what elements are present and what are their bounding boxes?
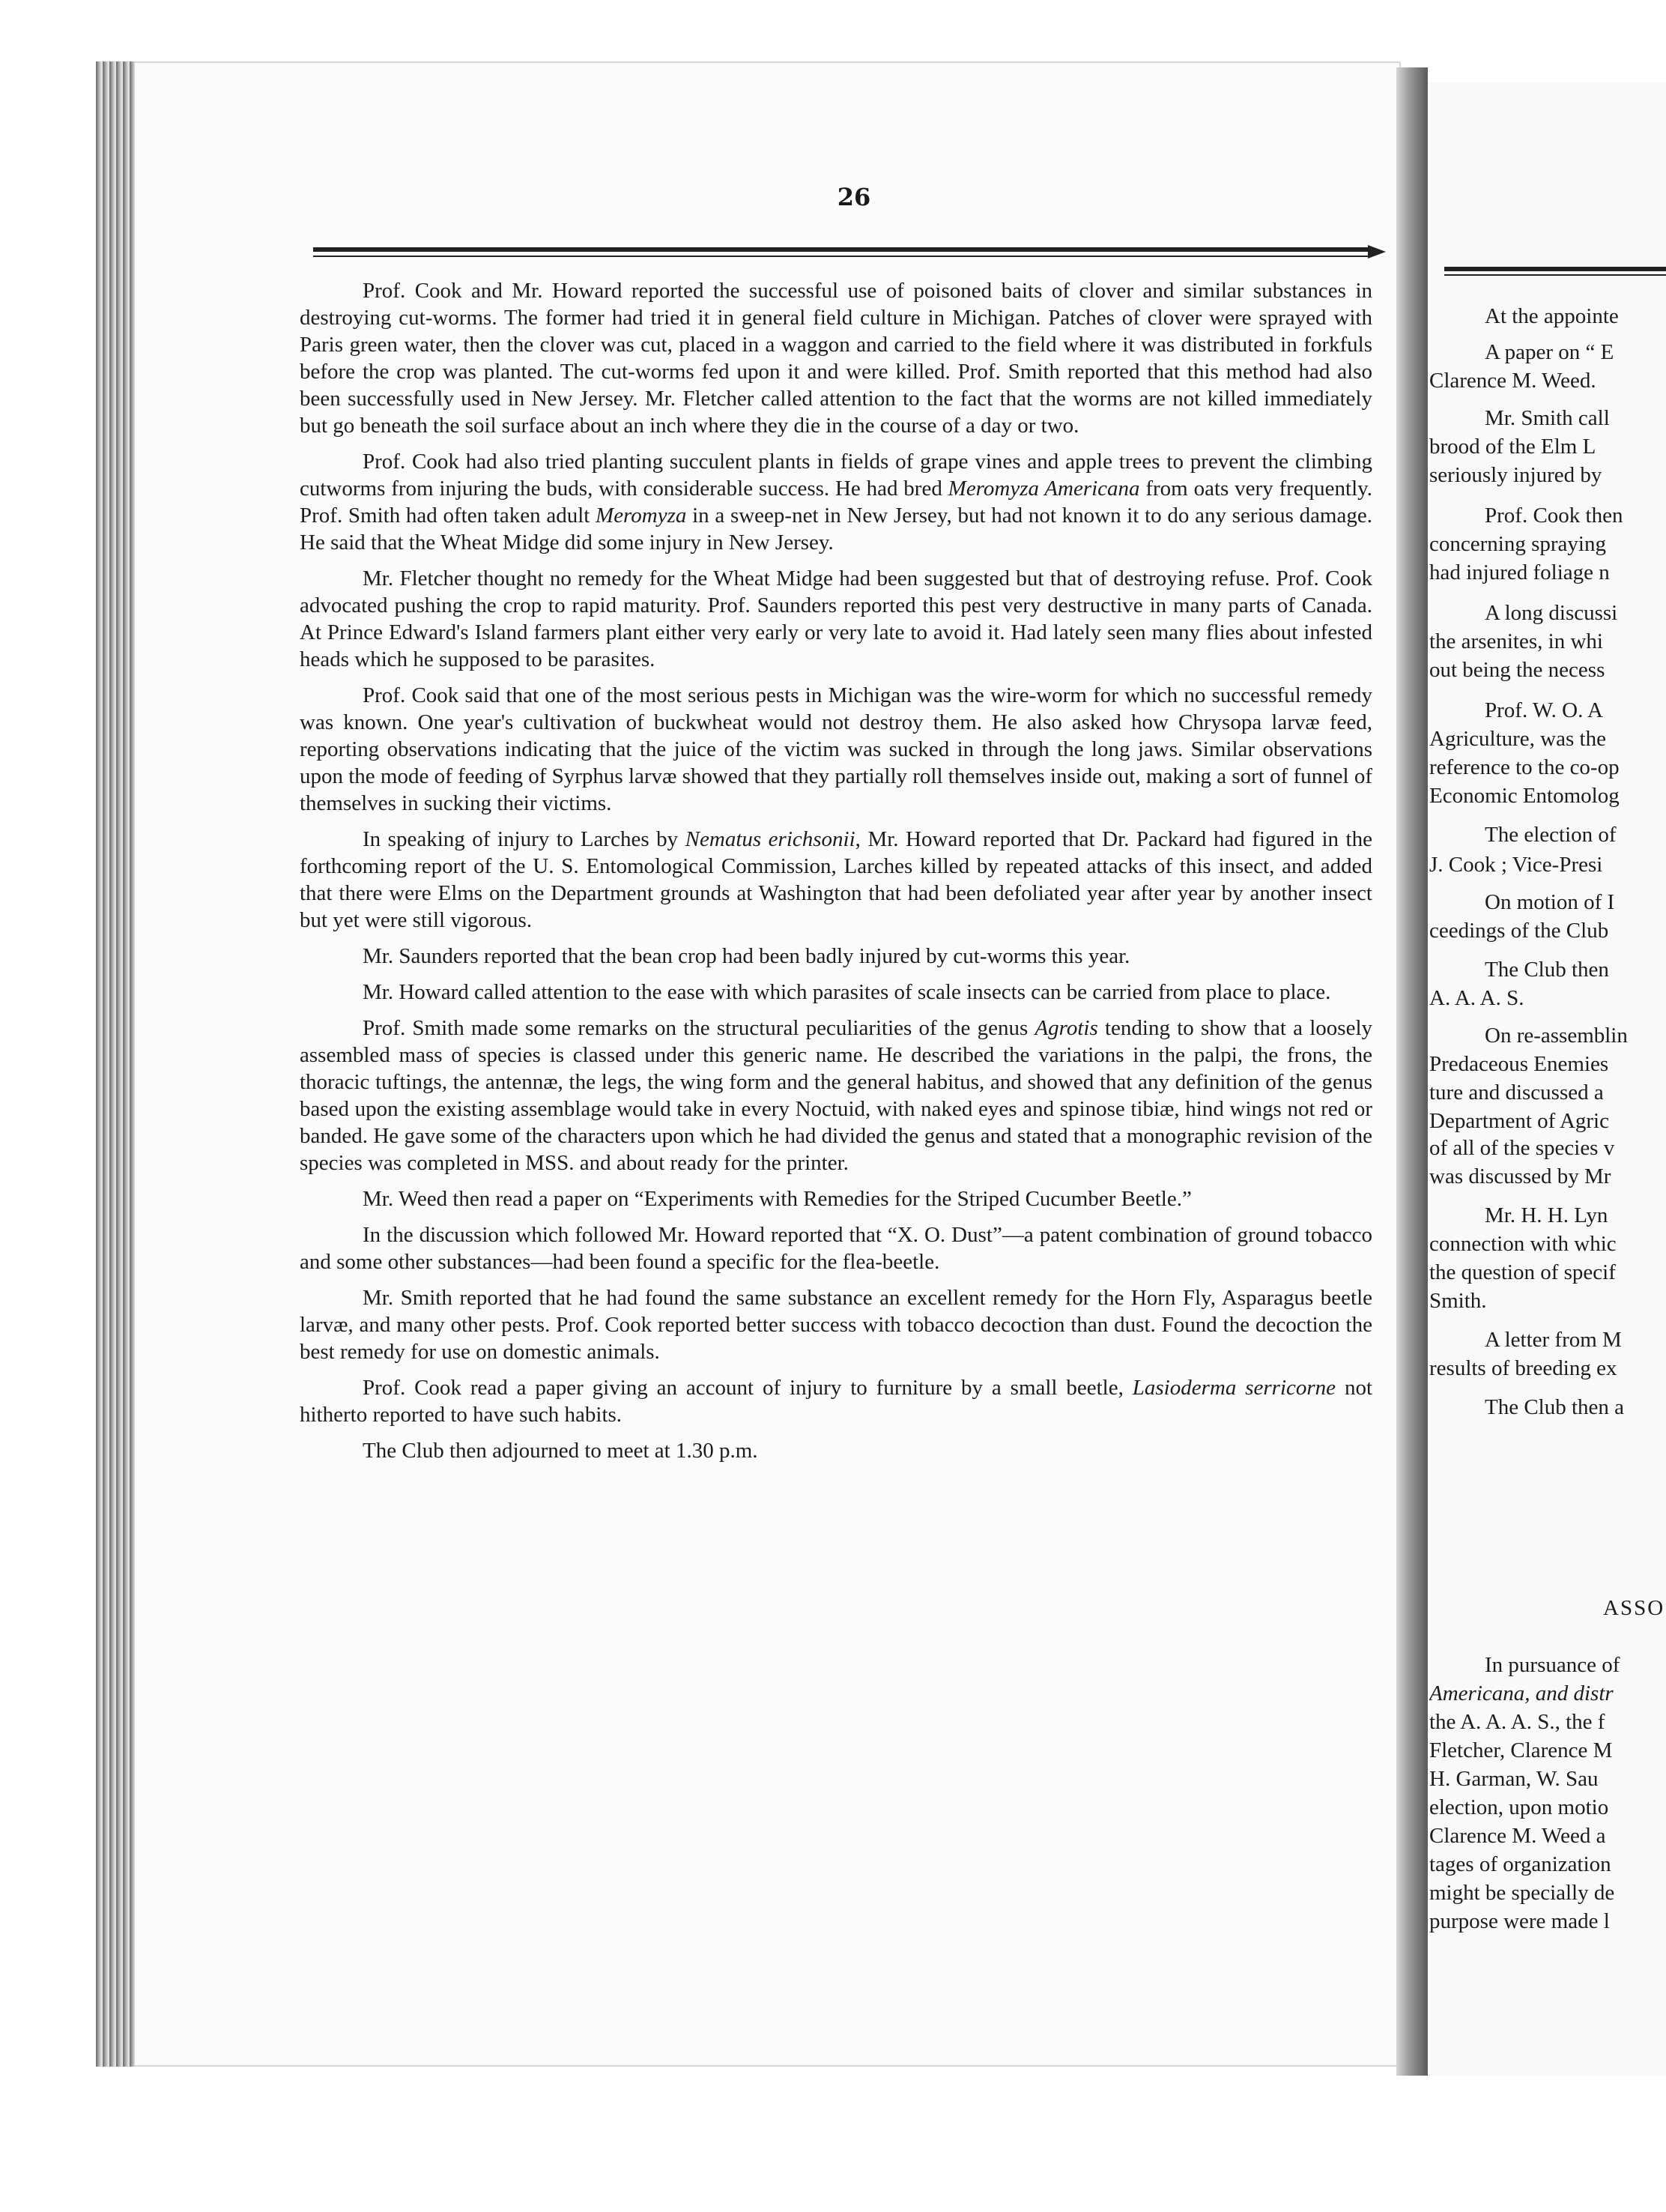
right-line: Americana, and distr	[1429, 1681, 1614, 1705]
right-line: Department of Agric	[1429, 1109, 1609, 1133]
header-rule-thin	[313, 256, 1371, 257]
paragraph: Prof. Cook and Mr. Howard reported the successful use of poisoned baits of clover and similar substances in destroying cut-worms. The former had tried it in general field culture in Michigan. Patches of clover were sprayed with Paris green water, then the clover was cut, placed in a waggon and carried to the field where it was distributed in forkfuls before the crop was planted. The cut-worms fed upon it and were killed. Prof. Smith reported that this method had also been successfully used in New Jersey. Mr. Fletcher called attention to the fact that the worms are not killed immediately but go beneath the soil surface about an inch where they die in the course of a day or two.	[300, 279, 1372, 438]
right-line: The Club then	[1485, 958, 1609, 982]
paragraph: The Club then adjourned to meet at 1.30 p.m.	[363, 1439, 758, 1463]
right-line: Agriculture, was the	[1429, 727, 1606, 751]
right-line: Predaceous Enemies	[1429, 1052, 1609, 1076]
header-rule-thick	[313, 247, 1371, 252]
right-line: A letter from M	[1485, 1328, 1622, 1352]
paragraph: Prof. Smith made some remarks on the structural peculiarities of the genus Agrotis tending to show that a loosely assembled mass of species is classed under this generic name. He described the variations in the palpi, the frons, the thoracic tuftings, the antennæ, the legs, the wing form and the general habitus, and showed that any definition of the genus based upon the existing assemblage would take in every Noctuid, with naked eyes and spinose tibiæ, hind wings not red or banded. He gave some of the characters upon which he had divided the genus and stated that a monographic revision of the species was completed in MSS. and about ready for the printer.	[300, 1016, 1372, 1175]
right-line: In pursuance of	[1485, 1653, 1620, 1677]
right-line: tages of organization	[1429, 1852, 1611, 1876]
paragraph: In the discussion which followed Mr. Howard reported that “X. O. Dust”—a patent combination of ground tobacco and some other substances—had been found a specific for the flea-beetle.	[300, 1223, 1372, 1274]
right-line: connection with whic	[1429, 1232, 1617, 1256]
right-line: Fletcher, Clarence M	[1429, 1738, 1613, 1762]
right-line: Mr. H. H. Lyn	[1485, 1203, 1608, 1227]
right-line: seriously injured by	[1429, 463, 1602, 487]
right-line: The Club then a	[1485, 1395, 1625, 1419]
right-line: Economic Entomolog	[1429, 784, 1620, 808]
paragraph: Mr. Smith reported that he had found the same substance an excellent remedy for the Horn Fly, Asparagus beetle larvæ, and many other pests. Prof. Cook reported better success with tobacco decoction than dust. Found the decoction the best remedy for use on domestic animals.	[300, 1286, 1372, 1364]
right-line: concerning spraying	[1429, 532, 1606, 556]
right-line: the arsenites, in whi	[1429, 629, 1603, 653]
right-line: ture and discussed a	[1429, 1081, 1604, 1105]
right-header-rule-thick	[1444, 267, 1666, 271]
right-line: of all of the species v	[1429, 1136, 1615, 1160]
paragraph: Prof. Cook had also tried planting succulent plants in fields of grape vines and apple trees to prevent the climbing cutworms from injuring the buds, with considerable success. He had bred Meromyza Americana from oats very frequently. Prof. Smith had often taken adult Meromyza in a sweep-net in New Jersey, but had not known it to do any serious damage. He said that the Wheat Midge did some injury in New Jersey.	[300, 450, 1373, 554]
right-line: On motion of I	[1485, 890, 1615, 914]
right-line: At the appointe	[1485, 304, 1619, 328]
header-rule-tip	[1368, 245, 1386, 259]
right-line: might be specially de	[1429, 1881, 1615, 1905]
right-line: election, upon motio	[1429, 1795, 1609, 1819]
right-line: the A. A. A. S., the f	[1429, 1710, 1605, 1734]
right-line: H. Garman, W. Sau	[1429, 1767, 1599, 1791]
right-section-heading: ASSO	[1603, 1596, 1665, 1620]
paragraph: Mr. Fletcher thought no remedy for the Wheat Midge had been suggested but that of destroying refuse. Prof. Cook advocated pushing the crop to rapid maturity. Prof. Saunders reported this pest very destructive in many parts of Canada. At Prince Edward's Island farmers plant either very early or very late to avoid it. Had lately seen many flies about infested heads which he supposed to be parasites.	[300, 566, 1372, 671]
right-line: brood of the Elm L	[1429, 435, 1596, 459]
right-header-rule-thin	[1444, 274, 1666, 276]
left-page-body	[300, 277, 1372, 1473]
right-line: ceedings of the Club	[1429, 919, 1609, 943]
right-line: On re-assemblin	[1485, 1024, 1628, 1048]
paragraph: In speaking of injury to Larches by Nematus erichsonii, Mr. Howard reported that Dr. Packard had figured in the forthcoming report of the U. S. Entomological Commission, Larches killed by repeated attacks of this insect, and added that there were Elms on the Department grounds at Washington that had been defoliated year after year by another insect but yet were still vigorous.	[300, 827, 1372, 932]
right-line: reference to the co-op	[1429, 755, 1620, 779]
right-line: A paper on “ E	[1485, 340, 1614, 364]
right-line: out being the necess	[1429, 658, 1605, 682]
right-line: results of breeding ex	[1429, 1356, 1617, 1380]
right-line: purpose were made l	[1429, 1909, 1610, 1933]
page-number: 26	[837, 183, 871, 211]
right-line: was discussed by Mr	[1429, 1164, 1611, 1188]
paragraph: Prof. Cook said that one of the most serious pests in Michigan was the wire-worm for which no successful remedy was known. One year's cultivation of buckwheat would not destroy them. He also asked how Chrysopa larvæ feed, reporting observations indicating that the juice of the victim was sucked in through the long jaws. Similar observations upon the mode of feeding of Syrphus larvæ showed that they partially roll themselves inside out, making a sort of funnel of themselves in sucking their victims.	[300, 683, 1372, 815]
right-line: The election of	[1485, 823, 1617, 847]
right-line: Prof. W. O. A	[1485, 698, 1603, 722]
paragraph: Prof. Cook read a paper giving an account of injury to furniture by a small beetle, Lasioderma serricorne not hitherto reported to have such habits.	[300, 1376, 1372, 1427]
paragraph: Mr. Weed then read a paper on “Experiments with Remedies for the Striped Cucumber Beetle.”	[363, 1187, 1192, 1211]
right-line: J. Cook ; Vice-Presi	[1429, 853, 1603, 877]
right-line: Smith.	[1429, 1289, 1487, 1313]
right-line: Mr. Smith call	[1485, 406, 1610, 430]
right-line: A long discussi	[1485, 601, 1618, 625]
right-line: had injured foliage n	[1429, 560, 1610, 584]
right-line: A. A. A. S.	[1429, 986, 1524, 1010]
paragraph: Mr. Saunders reported that the bean crop had been badly injured by cut-worms this year.	[363, 944, 1130, 968]
page-edge-stack	[96, 61, 135, 2067]
book-gutter-shadow	[1396, 67, 1428, 2076]
right-line: the question of specif	[1429, 1260, 1616, 1284]
paragraph: Mr. Howard called attention to the ease with which parasites of scale insects can be carried from place to place.	[363, 980, 1331, 1004]
right-line: Clarence M. Weed.	[1429, 369, 1596, 393]
right-line: Prof. Cook then	[1485, 504, 1623, 528]
right-line: Clarence M. Weed a	[1429, 1824, 1606, 1848]
